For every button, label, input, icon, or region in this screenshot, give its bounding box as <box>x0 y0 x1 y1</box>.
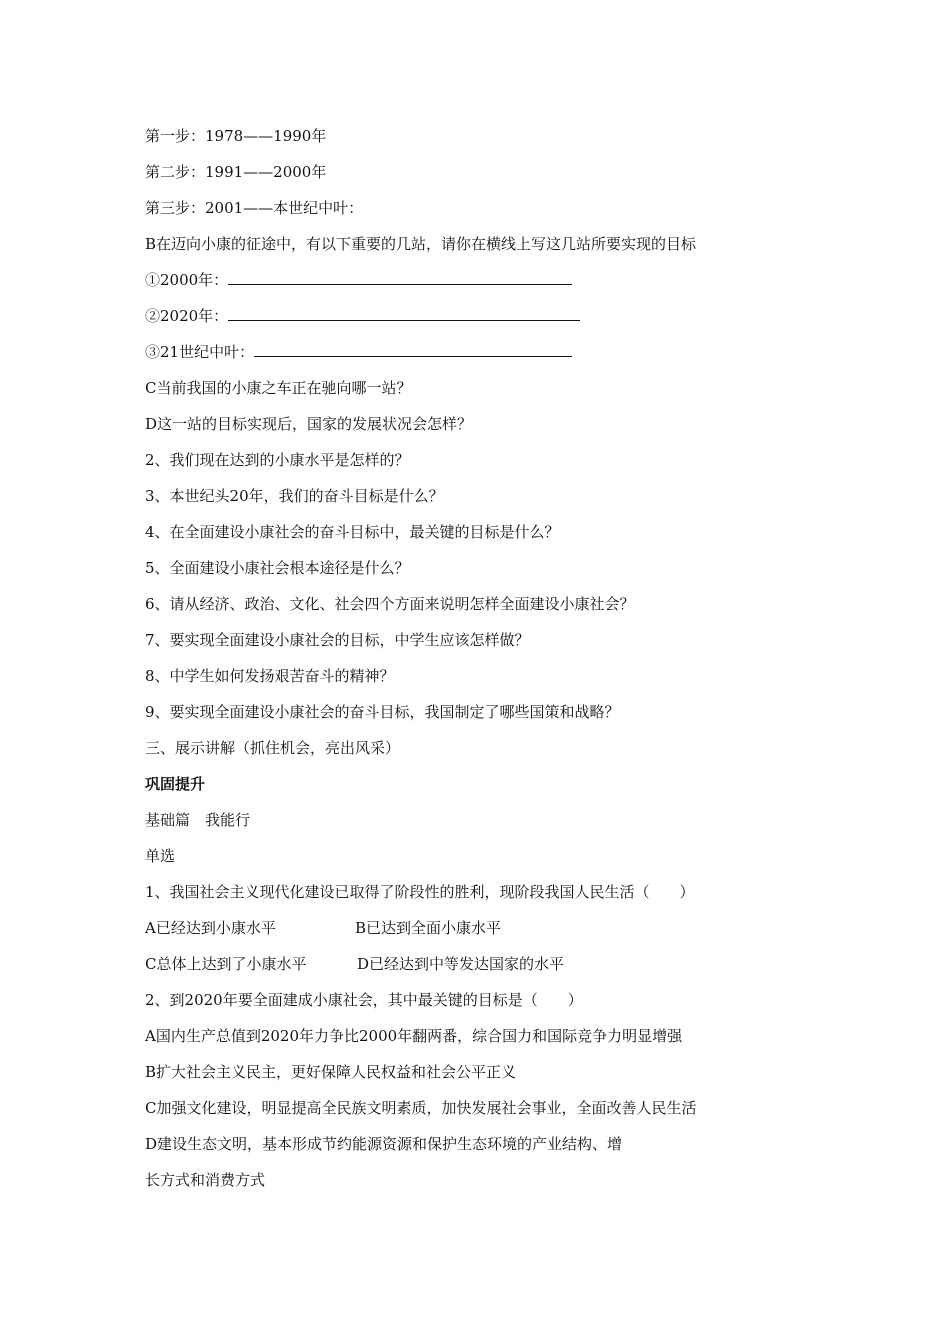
mc2-option-d-continued: 长方式和消费方式 <box>145 1171 266 1189</box>
question-4: 4、在全面建设小康社会的奋斗目标中，最关键的目标是什么？ <box>145 523 560 541</box>
consolidation-heading: 巩固提升 <box>145 775 206 793</box>
mc1-option-a: A已经达到小康水平 <box>145 919 276 937</box>
section-three-heading: 三、展示讲解（抓住机会，亮出风采） <box>145 739 401 757</box>
question-8: 8、中学生如何发扬艰苦奋斗的精神？ <box>145 667 395 685</box>
step-one-line: 第一步：1978——1990年 <box>145 127 327 145</box>
goal-2020-blank[interactable] <box>228 306 580 321</box>
mc2-option-c: C加强文化建设，明显提高全民族文明素质，加快发展社会事业，全面改善人民生活 <box>145 1099 697 1117</box>
step-two-line: 第二步：1991——2000年 <box>145 163 327 181</box>
question-5: 5、全面建设小康社会根本途径是什么？ <box>145 559 410 577</box>
mc1-option-b: B已达到全面小康水平 <box>355 919 502 937</box>
goal-mid-century-blank[interactable] <box>254 342 572 357</box>
mc2-option-a: A国内生产总值到2020年力争比2000年翻两番，综合国力和国际竞争力明显增强 <box>145 1027 683 1045</box>
question-b: B在迈向小康的征途中，有以下重要的几站，请你在横线上写这几站所要实现的目标 <box>145 235 697 253</box>
goal-2000-label: ①2000年： <box>145 271 229 289</box>
question-c: C当前我国的小康之车正在驰向哪一站？ <box>145 379 412 397</box>
mc2-option-b: B扩大社会主义民主，更好保障人民权益和社会公平正义 <box>145 1063 517 1081</box>
mc1-option-c: C总体上达到了小康水平 <box>145 955 307 973</box>
basic-section-heading: 基础篇 我能行 <box>145 811 251 829</box>
question-7: 7、要实现全面建设小康社会的目标，中学生应该怎样做？ <box>145 631 530 649</box>
goal-2000-blank[interactable] <box>228 270 572 285</box>
mc-question-2: 2、到2020年要全面建成小康社会，其中最关键的目标是（ ） <box>145 991 583 1009</box>
mc2-option-d: D建设生态文明，基本形成节约能源资源和保护生态环境的产业结构、增 <box>145 1135 623 1153</box>
question-d: D这一站的目标实现后，国家的发展状况会怎样？ <box>145 415 473 433</box>
step-three-line: 第三步：2001——本世纪中叶： <box>145 199 364 217</box>
goal-mid-century-label: ③21世纪中叶： <box>145 343 255 361</box>
goal-2000-line <box>145 270 572 290</box>
goal-2020-line <box>145 306 580 326</box>
mc-question-1: 1、我国社会主义现代化建设已取得了阶段性的胜利，现阶段我国人民生活（ ） <box>145 883 695 901</box>
question-3: 3、本世纪头20年，我们的奋斗目标是什么？ <box>145 487 444 505</box>
question-9: 9、要实现全面建设小康社会的奋斗目标，我国制定了哪些国策和战略？ <box>145 703 620 721</box>
goal-2020-label: ②2020年： <box>145 307 229 325</box>
goal-mid-century-line <box>145 342 572 362</box>
mc1-option-d: D已经达到中等发达国家的水平 <box>357 955 565 973</box>
question-2: 2、我们现在达到的小康水平是怎样的？ <box>145 451 410 469</box>
single-choice-heading: 单选 <box>145 847 176 865</box>
question-6: 6、请从经济、政治、文化、社会四个方面来说明怎样全面建设小康社会？ <box>145 595 635 613</box>
